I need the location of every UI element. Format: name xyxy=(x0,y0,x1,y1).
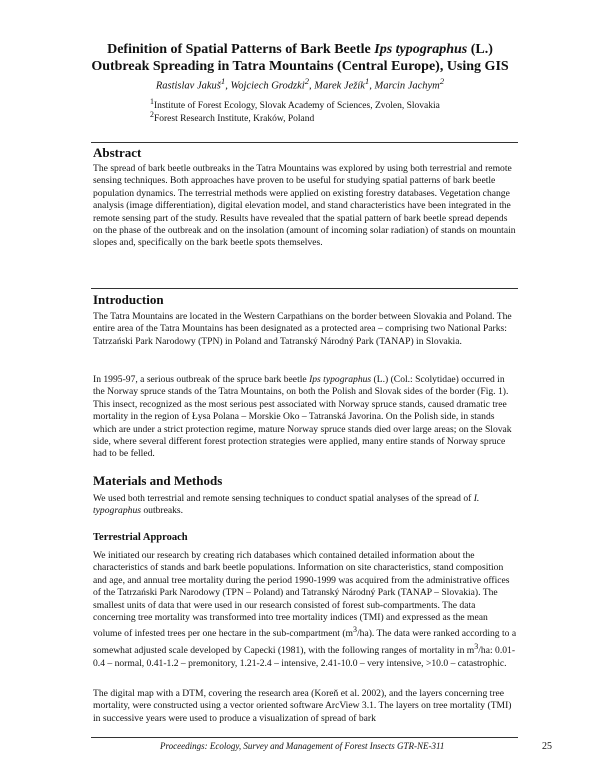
section-rule xyxy=(91,142,518,143)
section-rule xyxy=(91,288,518,289)
title-line2: Outbreak Spreading in Tatra Mountains (Central Europe), Using GIS xyxy=(91,59,509,74)
title-species: Ips typographus xyxy=(374,42,468,57)
author: Marcin Jachym xyxy=(374,80,440,92)
author: Rastislav Jakuš xyxy=(155,80,221,92)
intro-paragraph-2: In 1995-97, a serious outbreak of the spruce bark beetle Ips typographus (L.) (Col.: Scolytidae) occurred in the Norway spruce stands of the Tatra Mountains, on both the Polish and Slovak sides of the border (Fig. 1). This insect, recognized as the most serious pest associated with Norway spruce stands, caused dramatic tree mortality in the region of Łysa Polana – Morskie Oko – Tatranská Javorina. On the Polish side, in stands which are under a strict protection regime, mature Norway spruce stands died over large areas; on the Slovak side, where several different forest protection strategies were applied, many entire stands of Norway spruce had to be felled. xyxy=(93,374,512,460)
author: Wojciech Grodzki xyxy=(230,80,305,92)
introduction-heading: Introduction xyxy=(93,292,164,307)
intro-paragraph-1: The Tatra Mountains are located in the Western Carpathians on the border between Slovakia and Poland. The entire area of the Tatra Mountains has been designated as a protected area – comprising two National Parks: Tatrzański Park Narodowy (TPN) in Poland and Tatranský Národný Park (TANAP) in Slovakia. xyxy=(93,311,512,347)
affiliation: $^1$Institute of Forest Ecology, Slovak Academy of Sciences, Zvolen, Slovakia xyxy=(150,97,440,112)
affiliation: $^2$Forest Research Institute, Kraków, Poland xyxy=(150,110,315,125)
author: Marek Ježík xyxy=(314,80,365,92)
abstract-text: The spread of bark beetle outbreaks in the Tatra Mountains was explored by using both terrestrial and remote sensing techniques. Both approaches have proven to be useful for studying spatial patterns of bark beetle population dynamics. The terrestrial methods were applied on existing forestry databases. Vegetation change analysis (image differentiation), digital elevation model, and stand characteristics have been integrated in the remote sensing part of the study. Results have revealed that the spatial pattern of bark beetle spread depends on the phase of the outbreak and on the insolation (amount of incoming solar radiation) of stands on mountain slopes and, specifically on the bark beetle spots themselves. xyxy=(93,163,516,249)
methods-paragraph-3: The digital map with a DTM, covering the research area (Koreň et al. 2002), and the layers concerning tree mortality, were constructed using a vector oriented software ArcView 3.1. The layers on tree mortality (TMI) in successive years were used to produce a visualization of spread of bark xyxy=(93,688,512,724)
abstract-heading: Abstract xyxy=(93,145,142,160)
page-number: 25 xyxy=(542,741,552,752)
title-line1: Definition of Spatial Patterns of Bark Beetle Ips typographus (L.) xyxy=(107,42,493,57)
footer-proceedings: Proceedings: Ecology, Survey and Management of Forest Insects GTR-NE-311 xyxy=(160,741,445,751)
author-list: Rastislav Jakuš$^1$, Wojciech Grodzki$^2$, Marek Ježík$^1$, Marcin Jachym$^2$ xyxy=(155,76,445,92)
subsection-heading-terrestrial: Terrestrial Approach xyxy=(93,532,188,543)
methods-paragraph-1: We used both terrestrial and remote sensing techniques to conduct spatial analyses of the spread of I. typographus outbreaks. xyxy=(93,493,480,517)
footer-rule xyxy=(91,737,518,738)
methods-heading: Materials and Methods xyxy=(93,473,223,488)
methods-paragraph-2: We initiated our research by creating rich databases which contained detailed information about the characteristics of stands and bark beetle populations. Information on site characteristics, stand composition and age, and annual tree mortality during the period 1990-1999 was acquired from the administrative offices of the Tatrzański Park Narodowy (TPN – Poland) and Tatranský Národný Park (TANAP – Slovakia). The smallest units of data that were used in our research consisted of forest sub-compartments. The data concerning tree mortality was transformed into tree mortality indices (TMI) and expressed as the mean volume of infested trees per one hectare in the sub-compartment $(m^3/ha)$. The data were ranked according to a somewhat adjusted scale developed by Capecki (1981), with the following ranges of mortality in $m^3/ha$: 0.01-0.4 – normal, 0.41-1.2 – premonitory, 1.21-2.4 – intensive, 2.41-10.0 – very intensive, >10.0 – catastrophic. xyxy=(93,550,517,669)
paper-title xyxy=(60,41,540,75)
